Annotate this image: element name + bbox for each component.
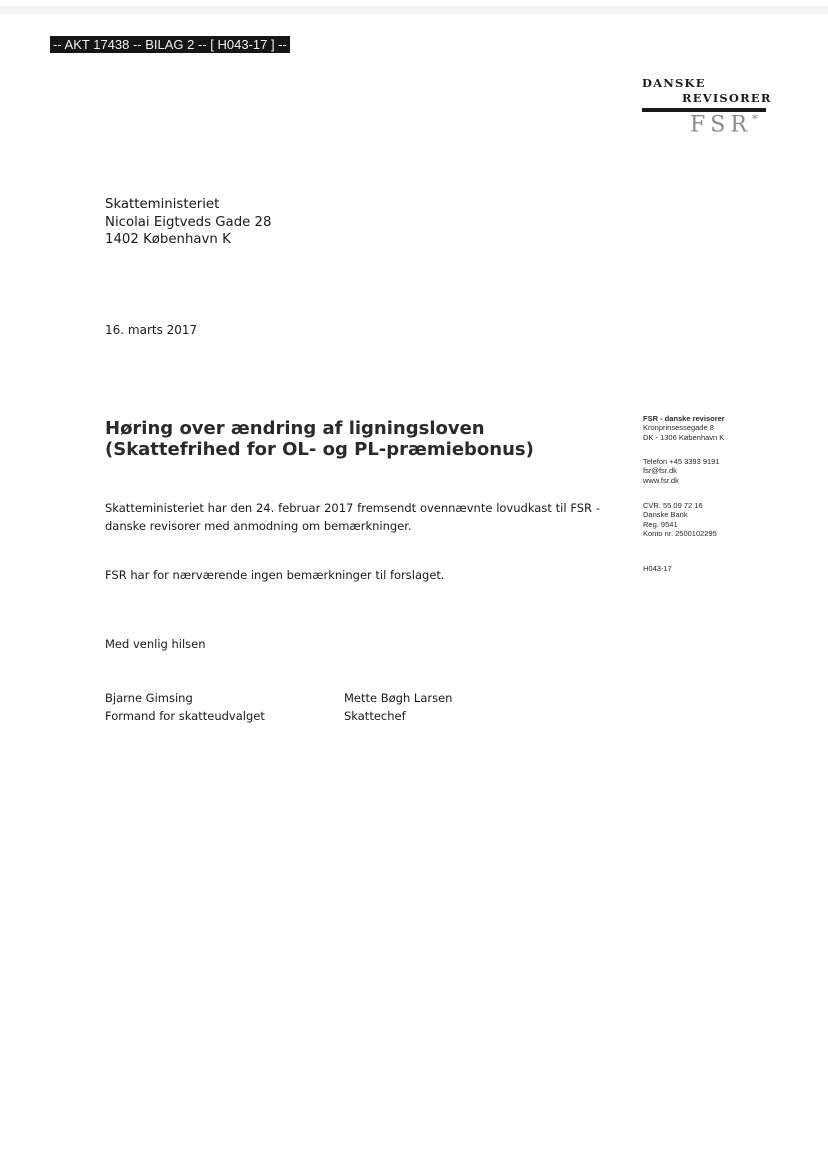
body-paragraph-2: FSR har for nærværende ingen bemærkninger til forslaget. [105, 568, 445, 582]
recipient-address [105, 196, 271, 249]
letter-title: Høring over ændring af ligningsloven (Skattefrihed for OL- og PL-præmiebonus) [105, 418, 534, 460]
recipient-street: Nicolai Eigtveds Gade 28 [105, 214, 272, 230]
signature-name: Bjarne Gimsing [105, 691, 193, 705]
recipient-city: 1402 København K [105, 232, 231, 247]
signature-1 [105, 689, 265, 725]
sidebar-konto: Konto nr. 2500102295 [643, 529, 717, 539]
sidebar-bank [643, 501, 717, 539]
signature-role: Formand for skatteudvalget [105, 709, 265, 723]
sidebar-reg: Reg. 9541 [643, 519, 678, 529]
sidebar-phone: Telefon +45 3393 9191 [643, 457, 720, 466]
scan-edge [0, 6, 828, 14]
sidebar-org: FSR - danske revisorer [643, 414, 725, 423]
logo-fsr-mark: FSR* [690, 112, 758, 138]
letter-date: 16. marts 2017 [105, 323, 198, 337]
signature-name: Mette Bøgh Larsen [344, 691, 453, 705]
sidebar-email: fsr@fsr.dk [643, 466, 677, 476]
logo-text-danske: DANSKE [642, 76, 706, 90]
sidebar-address [643, 414, 725, 442]
logo-text-revisorer: REVISORER [682, 91, 772, 105]
sidebar-contact [643, 457, 720, 485]
sidebar-web: www.fsr.dk [643, 475, 679, 485]
recipient-name: Skatteministeriet [105, 197, 220, 212]
signature-role: Skattechef [344, 709, 406, 723]
sidebar-street: Kronprinsessegade 8 [643, 423, 714, 433]
sidebar-cvr: CVR. 55 09 72 16 [643, 501, 703, 510]
sidebar-city: DK - 1306 København K [643, 432, 725, 442]
body-paragraph-1: Skatteministeriet har den 24. februar 2017 fremsendt ovennævnte lovudkast til FSR - danske revisorer med anmodning om bemærkninger. [105, 501, 600, 533]
closing-greeting: Med venlig hilsen [105, 637, 206, 651]
sidebar-reference: H043-17 [643, 564, 672, 573]
signature-2 [344, 689, 452, 725]
file-stamp: -- AKT 17438 -- BILAG 2 -- [ H043-17 ] -- [50, 36, 290, 53]
sidebar-bank-name: Danske Bank [643, 510, 688, 520]
